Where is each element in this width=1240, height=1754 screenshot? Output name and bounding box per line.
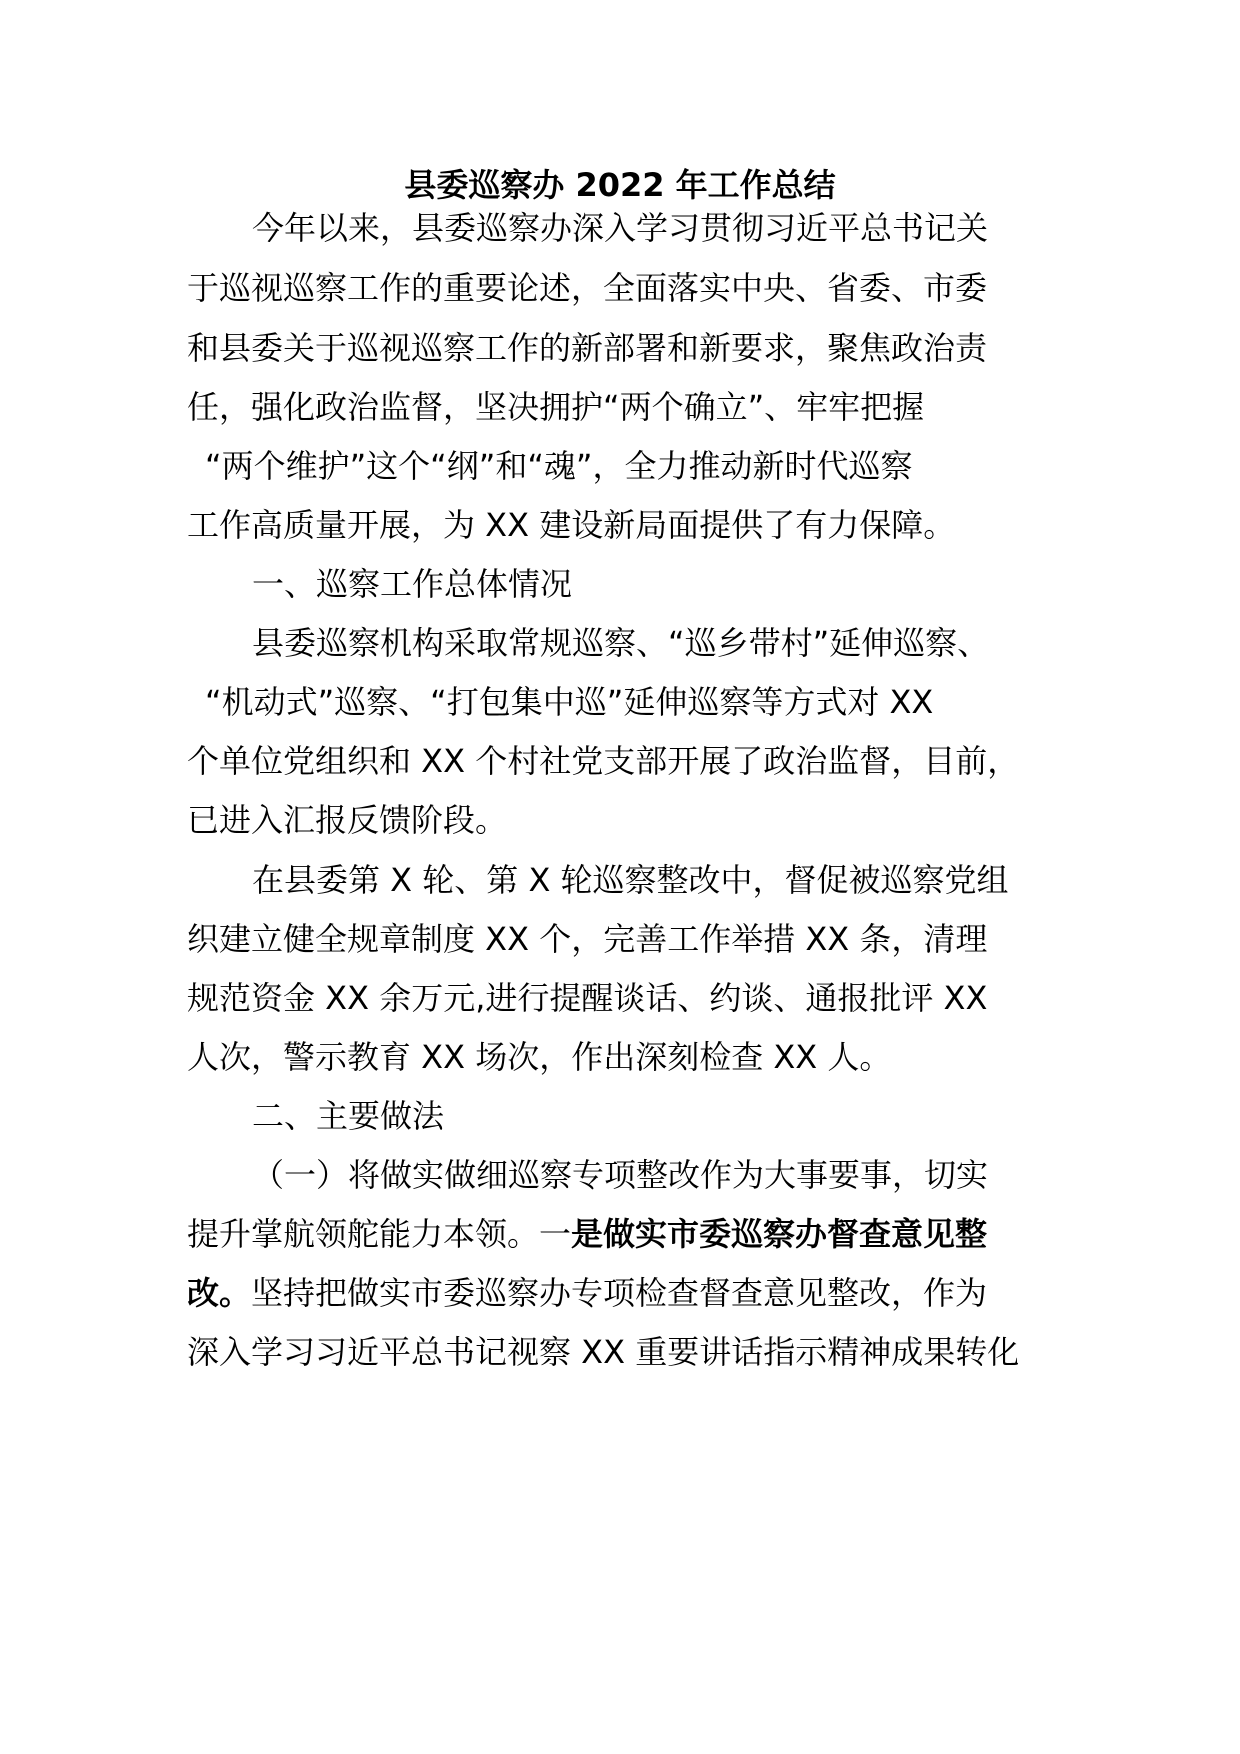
document-title: 县委巡察办 2022 年工作总结: [404, 166, 836, 204]
paragraph-text: 坚持把做实市委巡察办专项检查督查意见整改，作为: [251, 1274, 988, 1312]
section-heading: 一、巡察工作总体情况: [252, 565, 573, 603]
paragraph-line: 深入学习习近平总书记视察 XX 重要讲话指示精神成果转化: [187, 1333, 1020, 1371]
paragraph-line: 已进入汇报反馈阶段。: [187, 801, 508, 839]
paragraph-text: 提升掌航领舵能力本领。一: [187, 1215, 572, 1253]
paragraph-line: 个单位党组织和 XX 个村社党支部开展了政治监督，目前，: [187, 742, 1020, 780]
paragraph-line: 工作高质量开展，为 XX 建设新局面提供了有力保障。: [187, 506, 956, 544]
paragraph-line: 人次，警示教育 XX 场次，作出深刻检查 XX 人。: [187, 1038, 892, 1076]
paragraph-line: [187, 1270, 987, 1316]
section-heading: 二、主要做法: [252, 1097, 445, 1135]
paragraph-line: （一）将做实做细巡察专项整改作为大事要事，切实: [252, 1156, 989, 1194]
paragraph-line: 县委巡察机构采取常规巡察、“巡乡带村”延伸巡察、: [252, 624, 990, 662]
paragraph-line: “机动式”巡察、“打包集中巡”延伸巡察等方式对 XX: [205, 683, 934, 721]
bold-text: 改。: [187, 1274, 252, 1312]
paragraph-line: 今年以来，县委巡察办深入学习贯彻习近平总书记关: [252, 209, 989, 247]
paragraph-line: “两个维护”这个“纲”和“魂”，全力推动新时代巡察: [205, 447, 913, 485]
paragraph-line: [187, 1211, 987, 1257]
paragraph-line: 于巡视巡察工作的重要论述，全面落实中央、省委、市委: [187, 269, 988, 307]
paragraph-line: 在县委第 X 轮、第 X 轮巡察整改中，督促被巡察党组: [252, 861, 1009, 899]
paragraph-line: 和县委关于巡视巡察工作的新部署和新要求，聚焦政治责: [187, 329, 988, 367]
paragraph-line: 规范资金 XX 余万元,进行提醒谈话、约谈、通报批评 XX: [187, 979, 988, 1017]
paragraph-line: 织建立健全规章制度 XX 个，完善工作举措 XX 条，清理: [187, 920, 988, 958]
bold-text: 是做实市委巡察办督查意见整: [571, 1215, 988, 1253]
paragraph-line: 任，强化政治监督，坚决拥护“两个确立”、牢牢把握: [187, 388, 925, 426]
